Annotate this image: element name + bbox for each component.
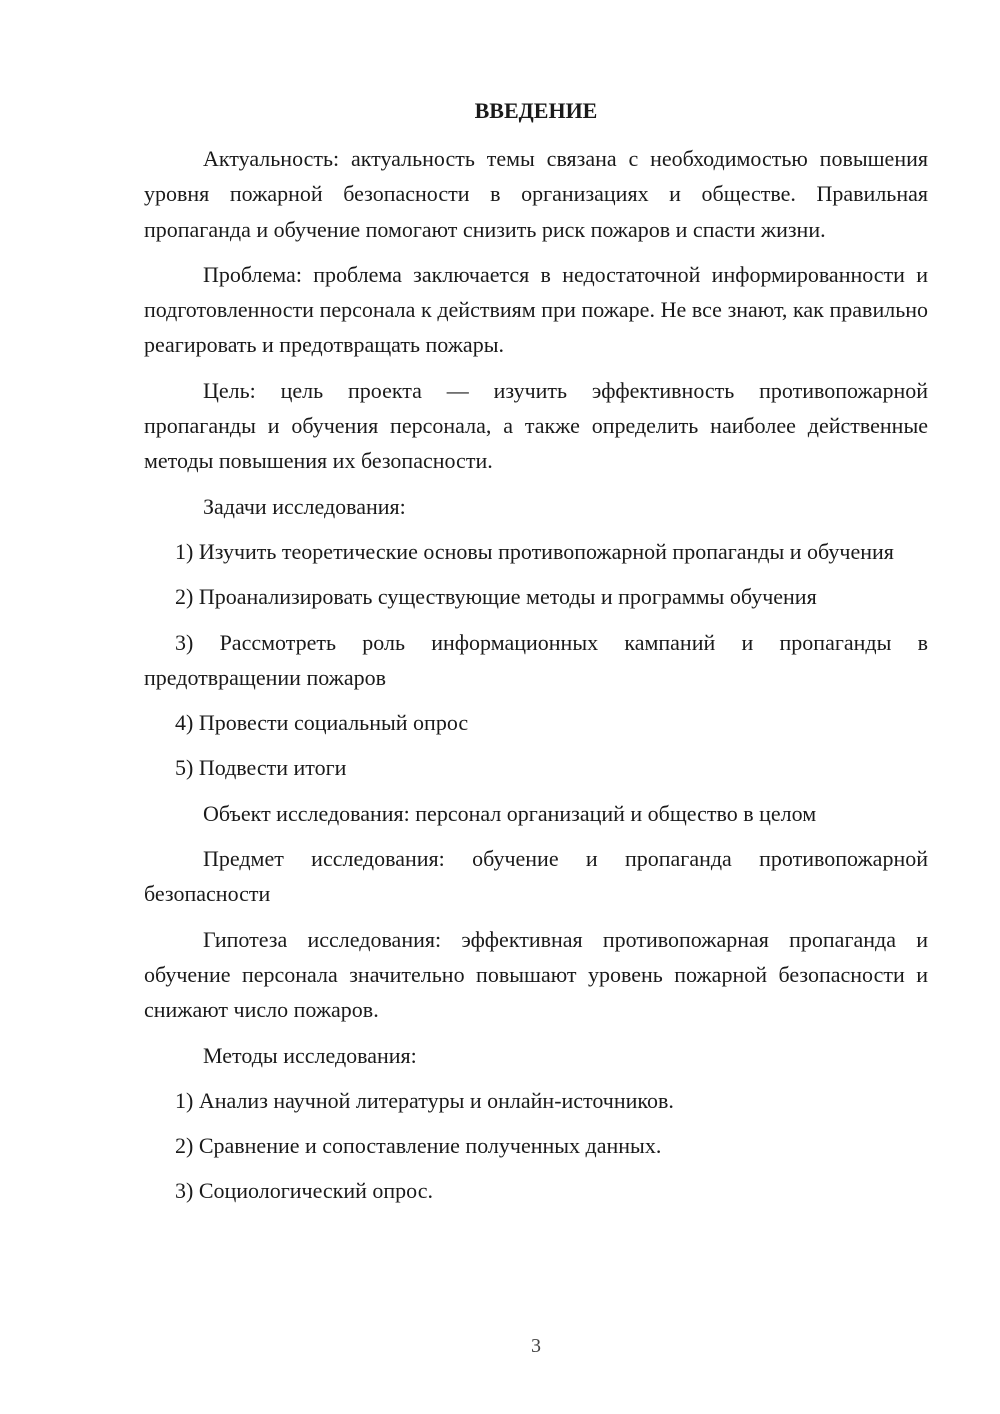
task-item: 5) Подвести итоги [175, 755, 347, 781]
task-item: 1) Изучить теоретические основы противопожарной пропаганды и обучения [175, 538, 894, 564]
task-item: 3) Рассмотреть роль информационных кампаний и пропаганды в предотвращении пожаров [144, 629, 928, 690]
task-item: 2) Проанализировать существующие методы и программы обучения [175, 584, 817, 610]
tasks-heading: Задачи исследования: [203, 493, 406, 519]
document-page [144, 0, 928, 1414]
section-title: ВВЕДЕНИЕ [474, 98, 598, 123]
document-body [144, 141, 928, 1219]
method-item: 2) Сравнение и сопоставление полученных данных. [175, 1133, 662, 1159]
methods-heading: Методы исследования: [203, 1042, 417, 1068]
goal-paragraph: Цель: цель проекта — изучить эффективность противопожарной пропаганды и обучения персонала, а также определить наиболее действенные методы повышения их безопасности. [144, 377, 928, 474]
method-item: 1) Анализ научной литературы и онлайн-источников. [175, 1087, 674, 1113]
page-number: 3 [531, 1335, 541, 1357]
problem-paragraph: Проблема: проблема заключается в недостаточной информированности и подготовленности персонала к действиям при пожаре. Не все знают, как правильно реагировать и предотвращать пожары. [144, 261, 928, 358]
subject-paragraph: Предмет исследования: обучение и пропаганда противопожарной безопасности [144, 846, 928, 907]
method-item: 3) Социологический опрос. [175, 1178, 433, 1204]
task-item: 4) Провести социальный опрос [175, 710, 469, 736]
hypothesis-paragraph: Гипотеза исследования: эффективная противопожарная пропаганда и обучение персонала значительно повышают уровень пожарной безопасности и снижают число пожаров. [144, 926, 928, 1023]
relevance-paragraph: Актуальность: актуальность темы связана с необходимостью повышения уровня пожарной безопасности в организациях и обществе. Правильная пропаганда и обучение помогают снизить риск пожаров и спасти жизни. [144, 146, 928, 242]
object-paragraph: Объект исследования: персонал организаций и общество в целом [203, 800, 817, 826]
